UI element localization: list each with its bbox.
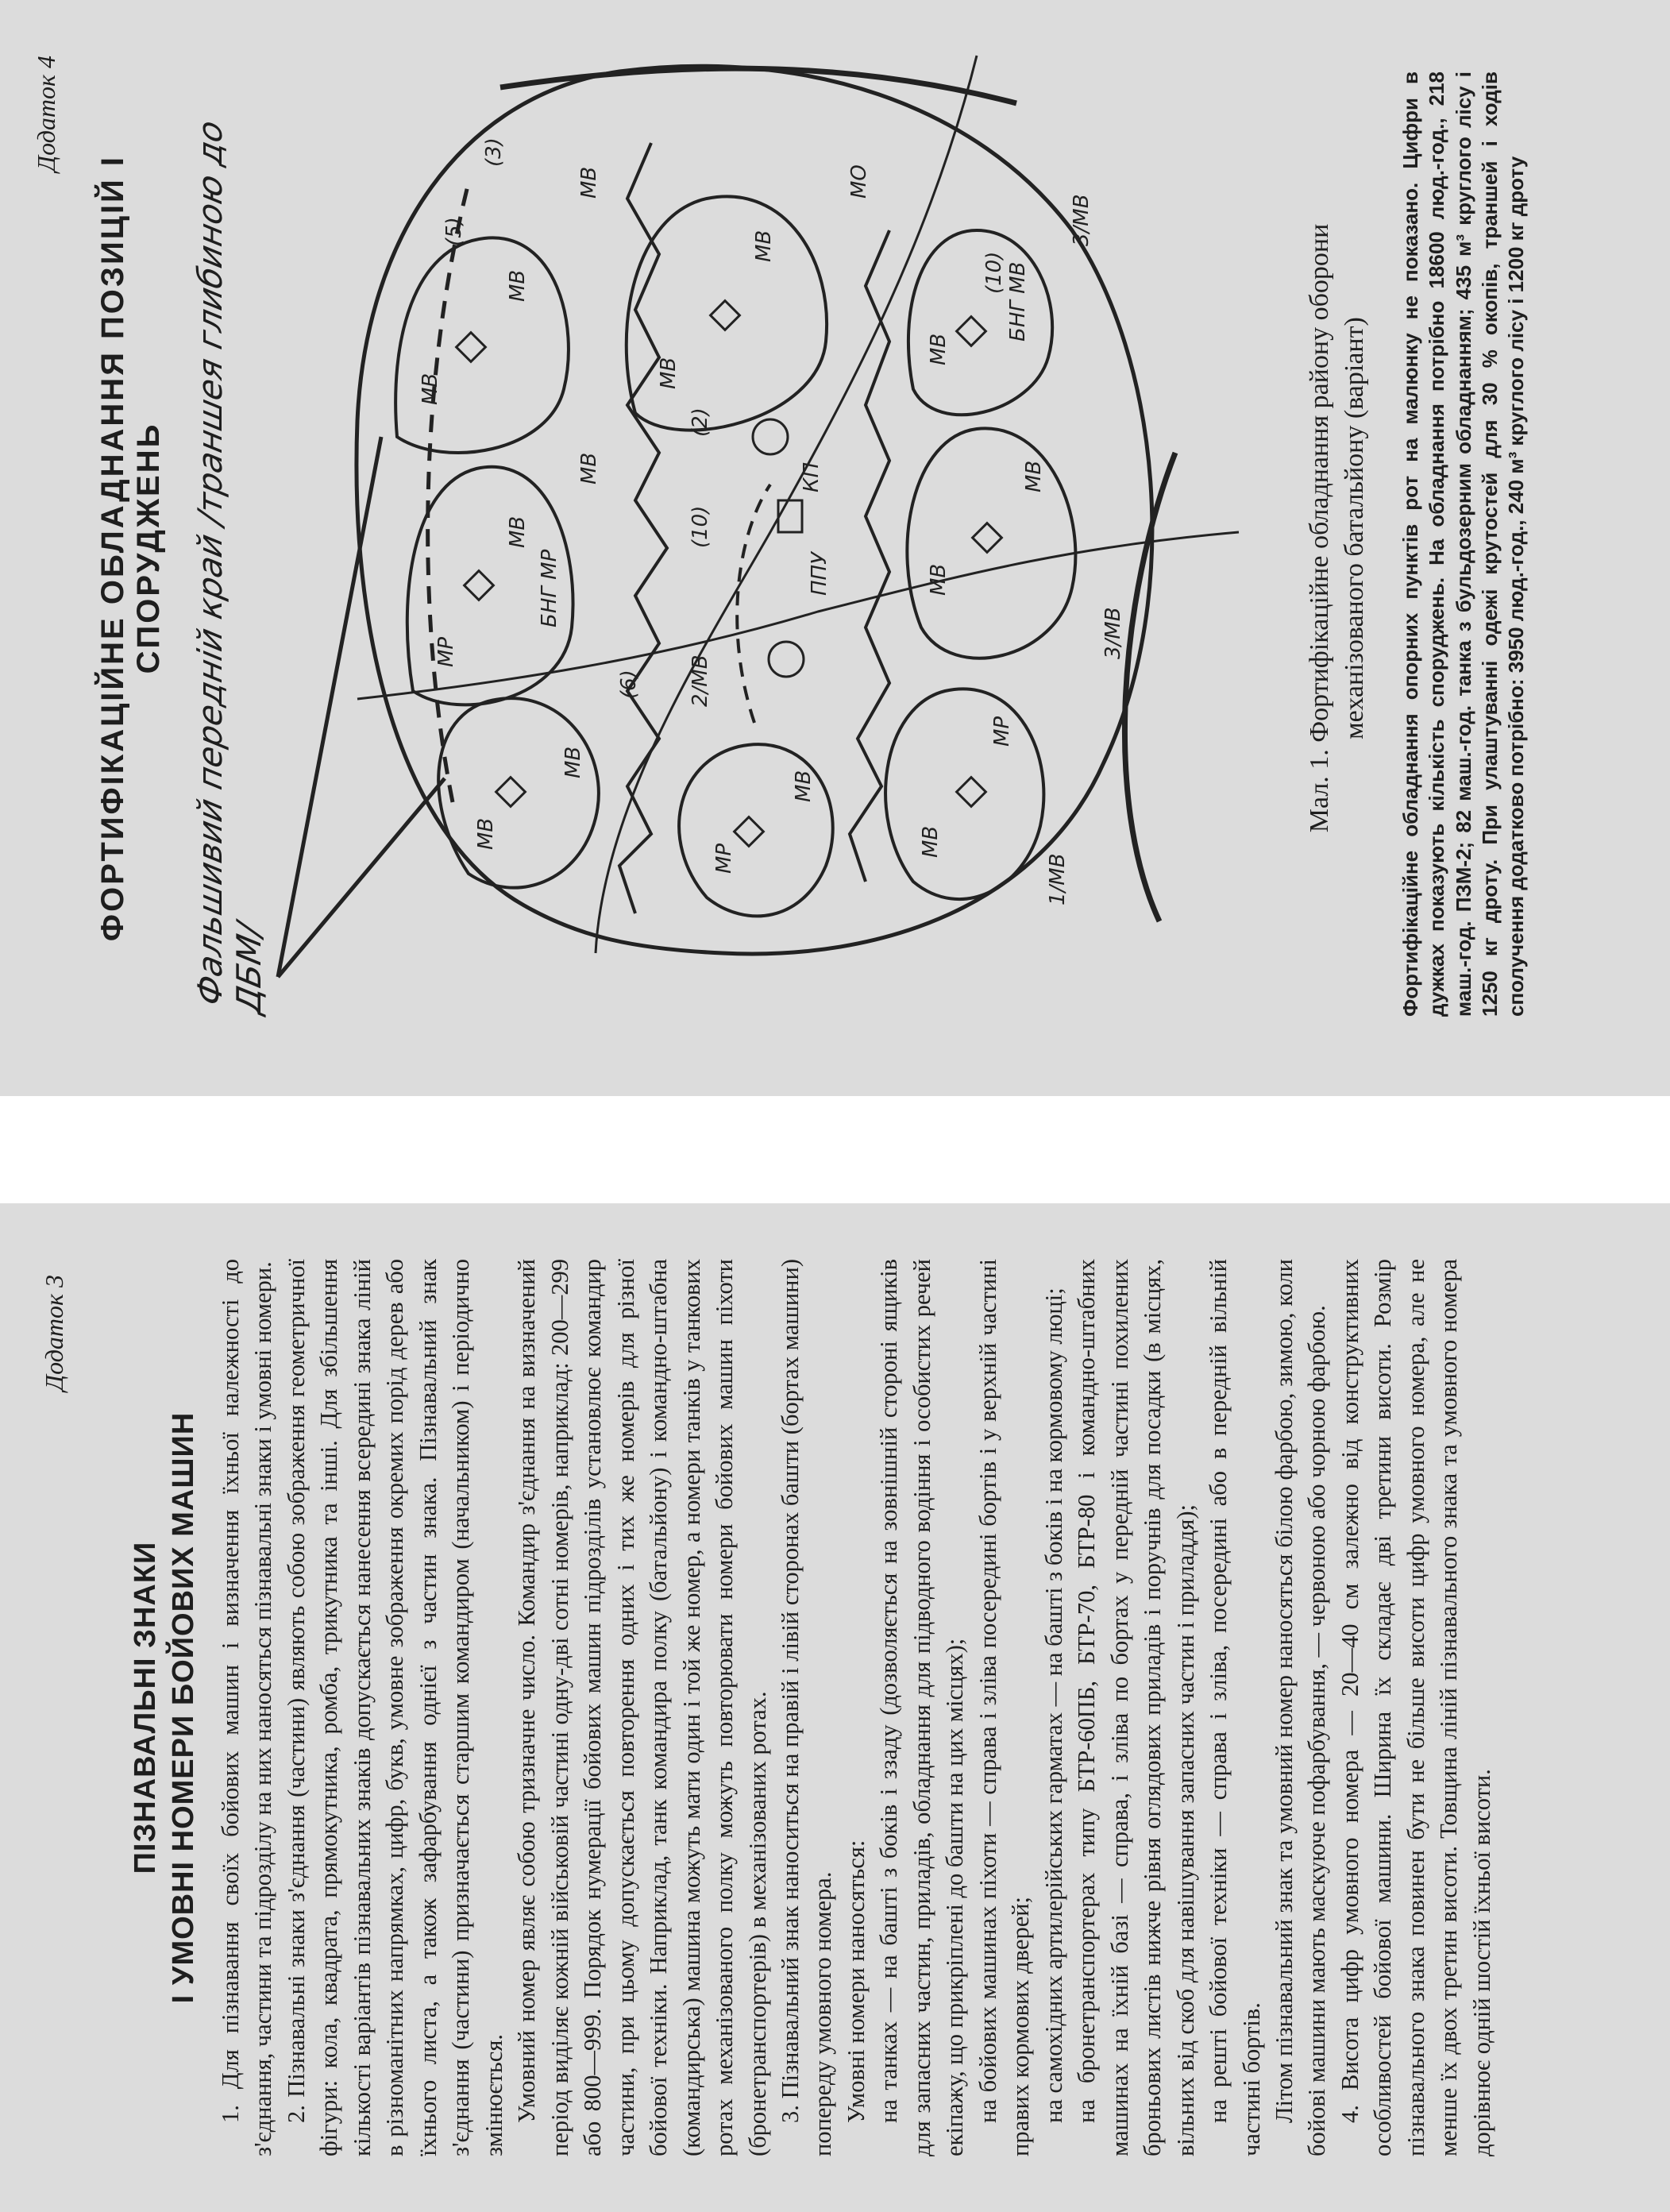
paragraph: на самохідних артилерійських гарматах — на башті з боків і на кормовому люці; <box>1039 1287 1067 2123</box>
company-area <box>885 689 1043 899</box>
map-label: 3/МВ <box>1070 194 1093 246</box>
leader-line <box>278 437 381 977</box>
map-label: КП <box>800 461 823 492</box>
page-bottom-content <box>0 1203 1670 2212</box>
position-symbol <box>957 778 986 807</box>
map-label: (5) <box>442 217 466 246</box>
map-label: МО <box>847 164 871 199</box>
position-symbol <box>753 419 788 454</box>
title-line: ПІЗНАВАЛЬНІ ЗНАКИ <box>129 1541 162 1874</box>
scan-page-top <box>0 0 1670 1096</box>
addendum-label: Додаток 3 <box>40 1275 68 1392</box>
map-label: МР <box>434 636 458 667</box>
map-label: 1/МВ <box>1046 853 1070 905</box>
map-label: МВ <box>506 269 530 302</box>
false-front-line <box>428 183 469 802</box>
figure-caption: Мал. 1. Фортифікаційне обладнання району оборони механізованого батальйону (варіант) <box>1305 223 1370 833</box>
map-label: МВ <box>792 770 816 802</box>
addendum-label: Додаток 4 <box>32 56 60 172</box>
paragraph: на решті бойової техніки — справа і зліва, посередині або в передній вільній частині бортів. <box>1205 1259 1265 2156</box>
leader-line <box>278 778 445 977</box>
map-label: (10) <box>982 251 1006 294</box>
paragraph: Умовні номери наносяться: <box>842 1839 870 2123</box>
scan-page-bottom <box>0 1203 1670 2212</box>
position-symbol <box>457 333 486 362</box>
map-label: МВ <box>919 825 943 858</box>
map-label: МВ <box>561 746 585 778</box>
map-label: МВ <box>927 333 951 365</box>
body-text <box>214 1259 1498 2156</box>
map-label: МВ <box>474 817 498 850</box>
figure-note: Фортифікаційне обладнання опорних пунктів рот на малюнку не показано. Цифри в дужках показують кількість споруджень. На обладнання потрібно 18600 люд.-год., 218 маш.-год. ПЗМ-2; 82 маш.-год. танка з бульдозерним обладнанням; 435 м³ круглого лісу і 1250 кг дроту. При улаштуванні одежі крутостей для 30 % окопів, траншей і ходів сполучення додатково потрібно: 3950 люд.-год., 240 м³ круглого лісу і 1200 кг дроту <box>1398 71 1529 1017</box>
defense-scheme-map <box>262 40 1263 1040</box>
map-label: ППУ <box>808 552 831 596</box>
map-label: МВ <box>418 373 442 405</box>
map-label: МВ <box>927 563 951 596</box>
map-label: МВ <box>657 357 681 389</box>
front-line <box>500 68 1016 103</box>
paragraph: на танках — на башті з боків і ззаду (дозволяється на зовнішній стороні ящиків для запасних частин, приладів, обладнання для підводного водіння і особистих речей екіпажу, що прикріплені до башти на цих місцях); <box>875 1259 969 2156</box>
map-label: (6) <box>617 670 641 699</box>
position-symbol <box>957 317 986 346</box>
page-title: ФОРТИФІКАЦІЙНЕ ОБЛАДНАННЯ ПОЗИЦІЙ І СПОРУДЖЕНЬ <box>95 154 166 942</box>
map-label: (10) <box>688 505 712 548</box>
paragraph: 2. Пізнавальні знаки з'єднання (частини) являють собою зображення геометричної фігури: кола, квадрата, прямокутника, ромба, трикутника та інші. Для збільшення кількості варіантів пізнавальних знаків допускається нанесення всередині знака ліній в різноманітних напрямках, цифр, букв, умовне зображення окремих порід дерев або їхнього листа, а також зафарбування однієї з частин знака. Пізнавальний знак з'єднання (частини) призначається старшим командиром (начальником) і періодично змінюється. <box>282 1259 507 2156</box>
position-symbol <box>711 301 740 330</box>
paragraph: Літом пізнавальний знак та умовний номер наносяться білою фарбою, зимою, коли бойові машини мають маскуюче пофарбування, — червоною або чорною фарбою. <box>1271 1259 1331 2156</box>
road-line <box>596 56 977 953</box>
position-symbol <box>735 817 764 847</box>
map-label: МВ <box>577 452 601 484</box>
company-area <box>908 230 1052 415</box>
company-area <box>438 698 599 887</box>
company-area <box>627 196 827 430</box>
map-label: МР <box>990 716 1014 747</box>
paragraph: 1. Для пізнавання своїх бойових машин і визначення їхньої належності до з'єднання, частини та підрозділу на них наносяться пізнавальні знаки і умовні номери. <box>217 1259 277 2156</box>
paragraph: 3. Пізнавальний знак наноситься на правій і лівій сторонах башти (бортах машини) попереду умовного номера. <box>776 1259 837 2156</box>
page-top-content <box>0 0 1670 1096</box>
map-label: МВ <box>577 166 601 199</box>
paragraph: Умовний номер являє собою тризначне число. Командир з'єднання на визначений період виділяє кожній військовій частині одну-дві сотні номерів, наприклад: 200—299 або 800—999. Порядок нумерації бойових машин підрозділів установлює командир частини, при цьому допускається повторення одних і тих же номерів для різної бойової техніки. Наприклад, танк командира полку (батальйону) і командно-штабна (командирська) машина можуть мати один і той же номер, а номери танків у танкових ротах механізованого полку можуть повторювати номери бойових машин піхоти (бронетранспортерів) в механізованих ротах. <box>513 1259 771 2156</box>
position-symbol <box>973 523 1002 553</box>
map-label: МР <box>712 843 736 874</box>
paragraph: на бронетранспортерах типу БТР-60ПБ, БТР-70, БТР-80 і командно-штабних машинах на їхній базі — справа, і зліва по бортах у передній частині похилених броньових листів нижче рівня оглядових приладів і поручнів для посадки (в місцях, вільних від скоб для навішування запасних частин і приладдя); <box>1073 1259 1199 2156</box>
paragraph: на бойових машинах піхоти — справа і зліва посередині бортів і у верхній частині правих кормових дверей; <box>974 1259 1035 2156</box>
map-label: МВ <box>1022 460 1046 492</box>
position-symbol <box>465 571 494 600</box>
map-label: (2) <box>688 407 712 437</box>
title-line: І УМОВНІ НОМЕРИ БОЙОВИХ МАШИН <box>166 1411 200 2004</box>
trench-line <box>850 230 889 882</box>
handwritten-label: Фальшивий передній край /траншея глибиною до ДБМ/ <box>191 117 268 1017</box>
dashed-line <box>737 484 770 723</box>
map-label: (3) <box>482 137 506 167</box>
map-label: МВ <box>506 515 530 548</box>
map-label: БНГ МР <box>538 549 561 627</box>
command-post-symbol <box>778 500 802 532</box>
map-label: 2/МВ <box>688 654 712 707</box>
position-symbol <box>769 642 804 677</box>
map-label: 3/МВ <box>1101 607 1125 659</box>
map-label: БНГ МВ <box>1006 261 1030 342</box>
position-symbol <box>496 778 526 807</box>
map-label: МВ <box>752 230 776 262</box>
company-area <box>907 428 1075 658</box>
paragraph: 4. Висота цифр умовного номера — 20—40 см залежно від конструктивних особливостей бойової машини. Ширина їх складає дві третини висоти. Розмір пізнавального знака повинен бути не більше висоти цифр умовного номера, але не менше їх двох третин висоти. Товщина ліній пізнавального знака та умовного номера дорівнює одній шостій їхньої висоти. <box>1336 1259 1495 2156</box>
page-title <box>127 1267 202 2148</box>
